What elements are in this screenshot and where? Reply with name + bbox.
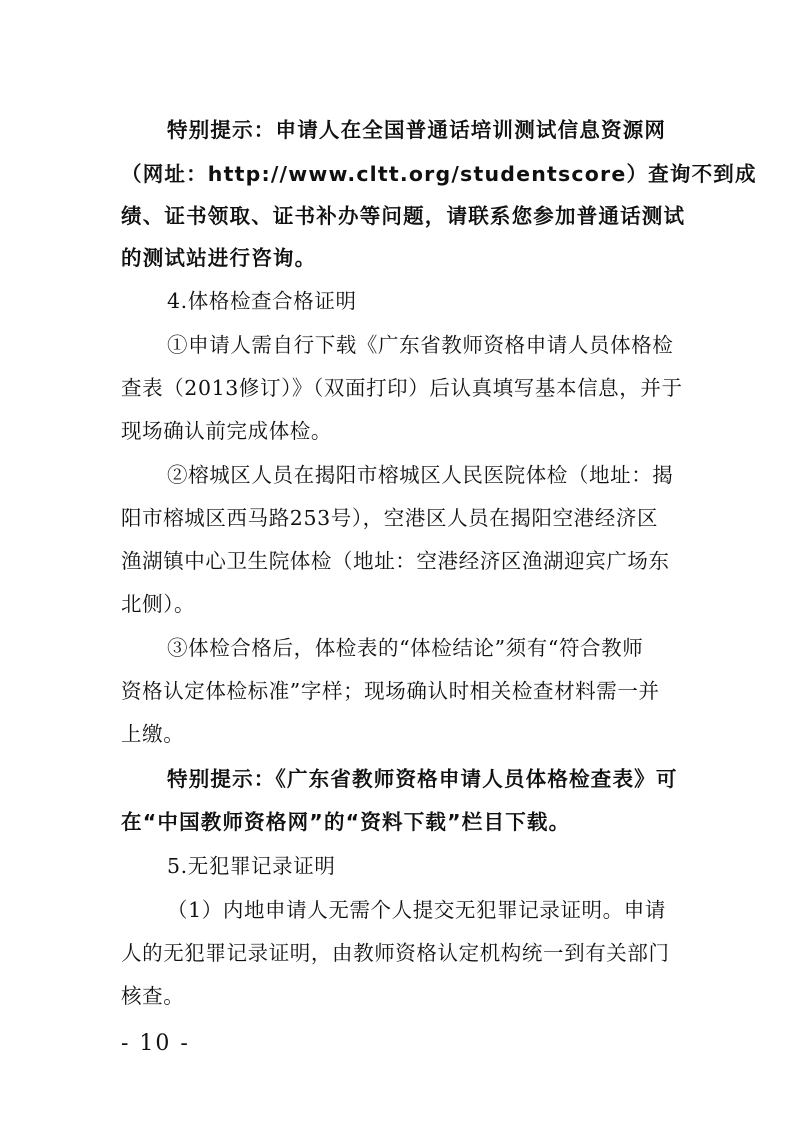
paragraph-line: 渔湖镇中心卫生院体检（地址：空港经济区渔湖迎宾广场东 [121, 549, 670, 573]
section-heading-criminal-record: 5.无犯罪记录证明 [167, 854, 336, 878]
paragraph-line: ②榕城区人员在揭阳市榕城区人民医院体检（地址：揭 [167, 463, 674, 487]
paragraph-line: 上缴。 [121, 722, 185, 746]
tip-line-5: 特别提示：《广东省教师资格申请人员体格检查表》可 [167, 767, 678, 791]
paragraph-line: 查表（2013修订）》（双面打印）后认真填写基本信息，并于 [121, 376, 683, 400]
tip-line-2: （网址：http://www.cltt.org/studentscore）查询不到成 [121, 162, 757, 186]
paragraph-line: （1）内地申请人无需个人提交无犯罪记录证明。申请 [167, 898, 666, 922]
tip-line-6: 在“中国教师资格网”的“资料下载”栏目下载。 [121, 810, 571, 834]
paragraph-line: 人的无犯罪记录证明，由教师资格认定机构统一到有关部门 [121, 941, 670, 965]
paragraph-line: ③体检合格后，体检表的“体检结论”须有“符合教师 [167, 636, 644, 660]
tip-line-1: 特别提示：申请人在全国普通话培训测试信息资源网 [167, 118, 667, 142]
page-number: - 10 - [121, 1031, 190, 1056]
paragraph-line: 北侧）。 [121, 592, 196, 616]
paragraph-line: 核查。 [121, 984, 185, 1008]
tip-line-3: 绩、证书领取、证书补办等问题，请联系您参加普通话测试 [121, 204, 686, 228]
section-heading-physical-exam: 4.体格检查合格证明 [167, 289, 357, 313]
paragraph-line: 阳市榕城区西马路253号），空港区人员在揭阳空港经济区 [121, 506, 659, 530]
paragraph-line: 现场确认前完成体检。 [121, 419, 332, 443]
paragraph-line: 资格认定体检标准”字样；现场确认时相关检查材料需一并 [121, 679, 660, 703]
paragraph-line: ①申请人需自行下载《广东省教师资格申请人员体格检 [167, 333, 674, 357]
tip-line-4: 的测试站进行咨询。 [121, 246, 317, 270]
